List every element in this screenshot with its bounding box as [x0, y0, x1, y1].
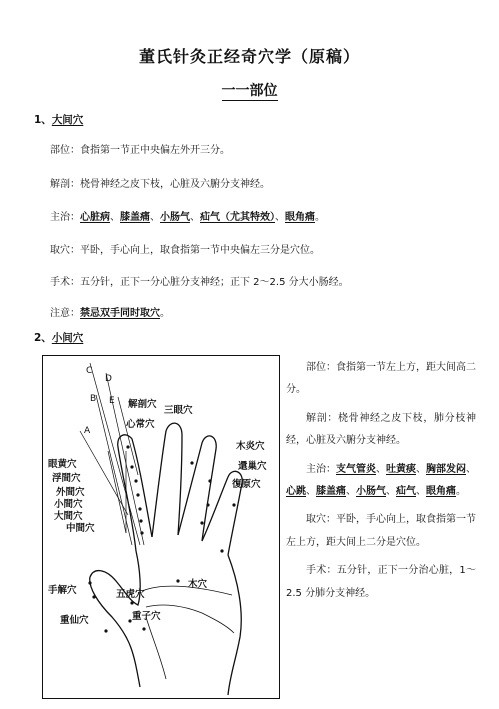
indication-item: 胸部发闷	[426, 463, 466, 475]
indication-item: 膝盖痛	[120, 212, 150, 223]
label-wuhu: 手解穴	[48, 585, 77, 596]
indication-item: 吐黄痰	[386, 463, 416, 475]
indication-item: 小肠气	[160, 212, 190, 223]
technique-line: 手术：五分针，正下一分治心脏，1～2.5 分肺分支神经。	[286, 565, 476, 599]
point-2-details	[286, 357, 476, 605]
location-line: 部位：食指第一节正中央偏左外开三分。	[50, 145, 230, 156]
anatomy-line: 解剖：桡骨神经之皮下枝，肺分枝神经，心脏及六腑分支神经。	[286, 412, 476, 447]
hand-acupoint-figure	[42, 355, 280, 699]
label-chongzi: 五虎穴	[116, 589, 145, 600]
acupoint-selection-line: 取穴：平卧，手心向上，取食指第一节左上方，距大间上二分是穴位。	[286, 514, 476, 548]
indication-item: 心脏病	[80, 212, 110, 223]
indication-item: 疝气	[396, 486, 416, 498]
indications-label: 主治：	[50, 212, 80, 223]
ref-letter-c: C	[86, 366, 93, 376]
label-jiepou: 解剖穴	[128, 399, 157, 410]
indication-item: 膝盖痛	[316, 486, 346, 498]
label-huanchao: 還巢穴	[238, 461, 267, 472]
point-number: 2、	[34, 332, 52, 344]
label-fujian: 眼黄穴	[48, 459, 77, 470]
label-muyan: 木炎穴	[236, 441, 265, 452]
point-heading-1	[34, 112, 83, 127]
anatomy-line: 解剖：桡骨神经之皮下枝，心脏及六腑分支神经。	[50, 179, 270, 190]
indication-item: 小肠气	[356, 486, 386, 498]
indication-item: 支气管炎	[336, 463, 376, 475]
technique-line: 手术：五分针，正下一分心脏分支神经；正下 2～2.5 分大小肠经。	[50, 277, 349, 288]
ref-letter-b: B	[90, 394, 97, 404]
ref-letter-a: A	[84, 426, 91, 436]
label-shoujie: 木穴	[188, 579, 208, 590]
caution-text: 禁忌双手同时取穴	[80, 308, 160, 319]
indication-item: 疝气（尤其特效）	[200, 212, 275, 223]
indication-item: 眼角痛	[285, 212, 315, 223]
label-dajian: 小間穴	[54, 499, 83, 510]
indication-item: 眼角痛	[426, 486, 456, 498]
label-xiaojian: 外間穴	[56, 487, 85, 498]
indication-item: 心跳	[286, 486, 306, 498]
label-xinchang: 心常穴	[126, 419, 155, 430]
ref-letter-d: D	[105, 374, 112, 384]
point-heading-2	[34, 330, 83, 345]
point-number: 1、	[34, 114, 52, 126]
caution-line: 注意：禁忌双手同时取穴。	[50, 308, 170, 319]
label-mu: 中間穴	[66, 523, 95, 534]
label-sanyan: 三眼穴	[164, 405, 193, 416]
ref-letter-e: E	[109, 396, 115, 406]
location-line: 部位：食指第一节左上方，距大间高二分。	[286, 362, 476, 396]
point-name: 大间穴	[51, 114, 84, 126]
label-tushui: 重仙穴	[60, 615, 89, 626]
section-heading-text: 一一部位	[221, 83, 278, 99]
page-title: 董氏针灸正经奇穴学（原稿）	[138, 47, 360, 66]
label-zhongjian: 大間穴	[54, 511, 83, 522]
section-heading	[0, 80, 499, 100]
indications-label: 主治：	[306, 463, 336, 475]
label-chongxian: 重子穴	[132, 611, 161, 622]
label-fuyuan: 復原穴	[232, 479, 261, 490]
point-name: 小间穴	[51, 332, 84, 344]
acupoint-selection-line: 取穴：平卧，手心向上，取食指第一节中央偏左三分是穴位。	[50, 245, 320, 256]
caution-label: 注意：	[50, 308, 80, 319]
label-waijian: 浮間穴	[52, 473, 81, 484]
indications-line: 主治：支气管炎、吐黄痰、胸部发闷、心跳、膝盖痛、小肠气、疝气、眼角痛。	[286, 463, 476, 498]
indications-line: 主治：心脏病、膝盖痛、小肠气、疝气（尤其特效）、眼角痛。	[50, 212, 325, 223]
